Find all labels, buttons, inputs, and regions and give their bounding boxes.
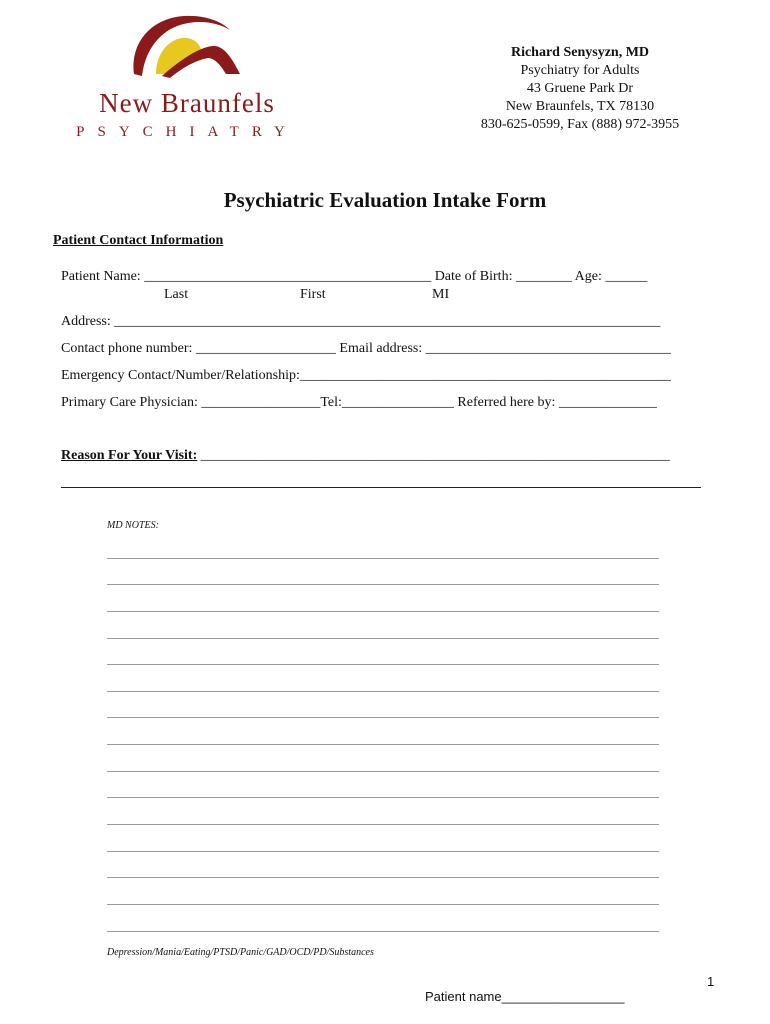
reason-label: Reason For Your Visit: bbox=[61, 448, 198, 463]
form-title: Psychiatric Evaluation Intake Form bbox=[223, 188, 547, 212]
logo-name: New Braunfels bbox=[99, 88, 275, 118]
footer-patient-name[interactable]: Patient name_________________ bbox=[425, 989, 625, 1004]
name-first-label: First bbox=[300, 287, 326, 302]
md-note-line[interactable] bbox=[107, 771, 659, 772]
md-note-line[interactable] bbox=[107, 611, 659, 612]
md-note-line[interactable] bbox=[107, 744, 659, 745]
conditions-list: Depression/Mania/Eating/PTSD/Panic/GAD/OCD/PD/Substances bbox=[107, 947, 374, 958]
clinic-logo bbox=[72, 12, 302, 140]
md-note-line[interactable] bbox=[107, 797, 659, 798]
reason-second-line[interactable] bbox=[61, 487, 701, 488]
clinic-street: 43 Gruene Park Dr bbox=[526, 81, 634, 96]
clinic-city: New Braunfels, TX 78130 bbox=[505, 99, 655, 114]
reason-line: ___________________________________________________________________ bbox=[197, 448, 670, 463]
md-note-line[interactable] bbox=[107, 824, 659, 825]
md-notes-label: MD NOTES: bbox=[107, 520, 159, 531]
clinic-specialty: Psychiatry for Adults bbox=[520, 63, 640, 78]
md-note-line[interactable] bbox=[107, 851, 659, 852]
md-note-line[interactable] bbox=[107, 558, 659, 559]
md-note-line[interactable] bbox=[107, 691, 659, 692]
clinic-doctor: Richard Senysyzn, MD bbox=[510, 45, 650, 60]
emergency-contact-row[interactable]: Emergency Contact/Number/Relationship:_____________________________________________________ bbox=[61, 368, 671, 383]
md-note-line[interactable] bbox=[107, 931, 659, 932]
md-note-line[interactable] bbox=[107, 717, 659, 718]
reason-row[interactable] bbox=[61, 448, 670, 464]
md-note-line[interactable] bbox=[107, 664, 659, 665]
clinic-phone: 830-625-0599, Fax (888) 972-3955 bbox=[480, 117, 680, 132]
name-mi-label: MI bbox=[432, 287, 450, 302]
contact-row[interactable]: Contact phone number: ____________________ Email address: ___________________________________ bbox=[61, 341, 671, 356]
section-contact-heading: Patient Contact Information bbox=[53, 233, 224, 248]
address-row[interactable]: Address: ______________________________________________________________________________ bbox=[61, 314, 661, 329]
name-last-label: Last bbox=[164, 287, 189, 302]
md-note-line[interactable] bbox=[107, 584, 659, 585]
logo-subtitle: PSYCHIATRY bbox=[76, 124, 298, 140]
page-number: 1 bbox=[707, 974, 715, 989]
logo-mark-icon bbox=[122, 12, 262, 92]
md-note-line[interactable] bbox=[107, 904, 659, 905]
md-note-line[interactable] bbox=[107, 638, 659, 639]
md-note-line[interactable] bbox=[107, 877, 659, 878]
patient-name-row[interactable]: Patient Name: _________________________________________ Date of Birth: ________ Age: ______ bbox=[61, 269, 648, 284]
primary-care-row[interactable]: Primary Care Physician: _________________Tel:________________ Referred here by: ______________ bbox=[61, 395, 657, 410]
